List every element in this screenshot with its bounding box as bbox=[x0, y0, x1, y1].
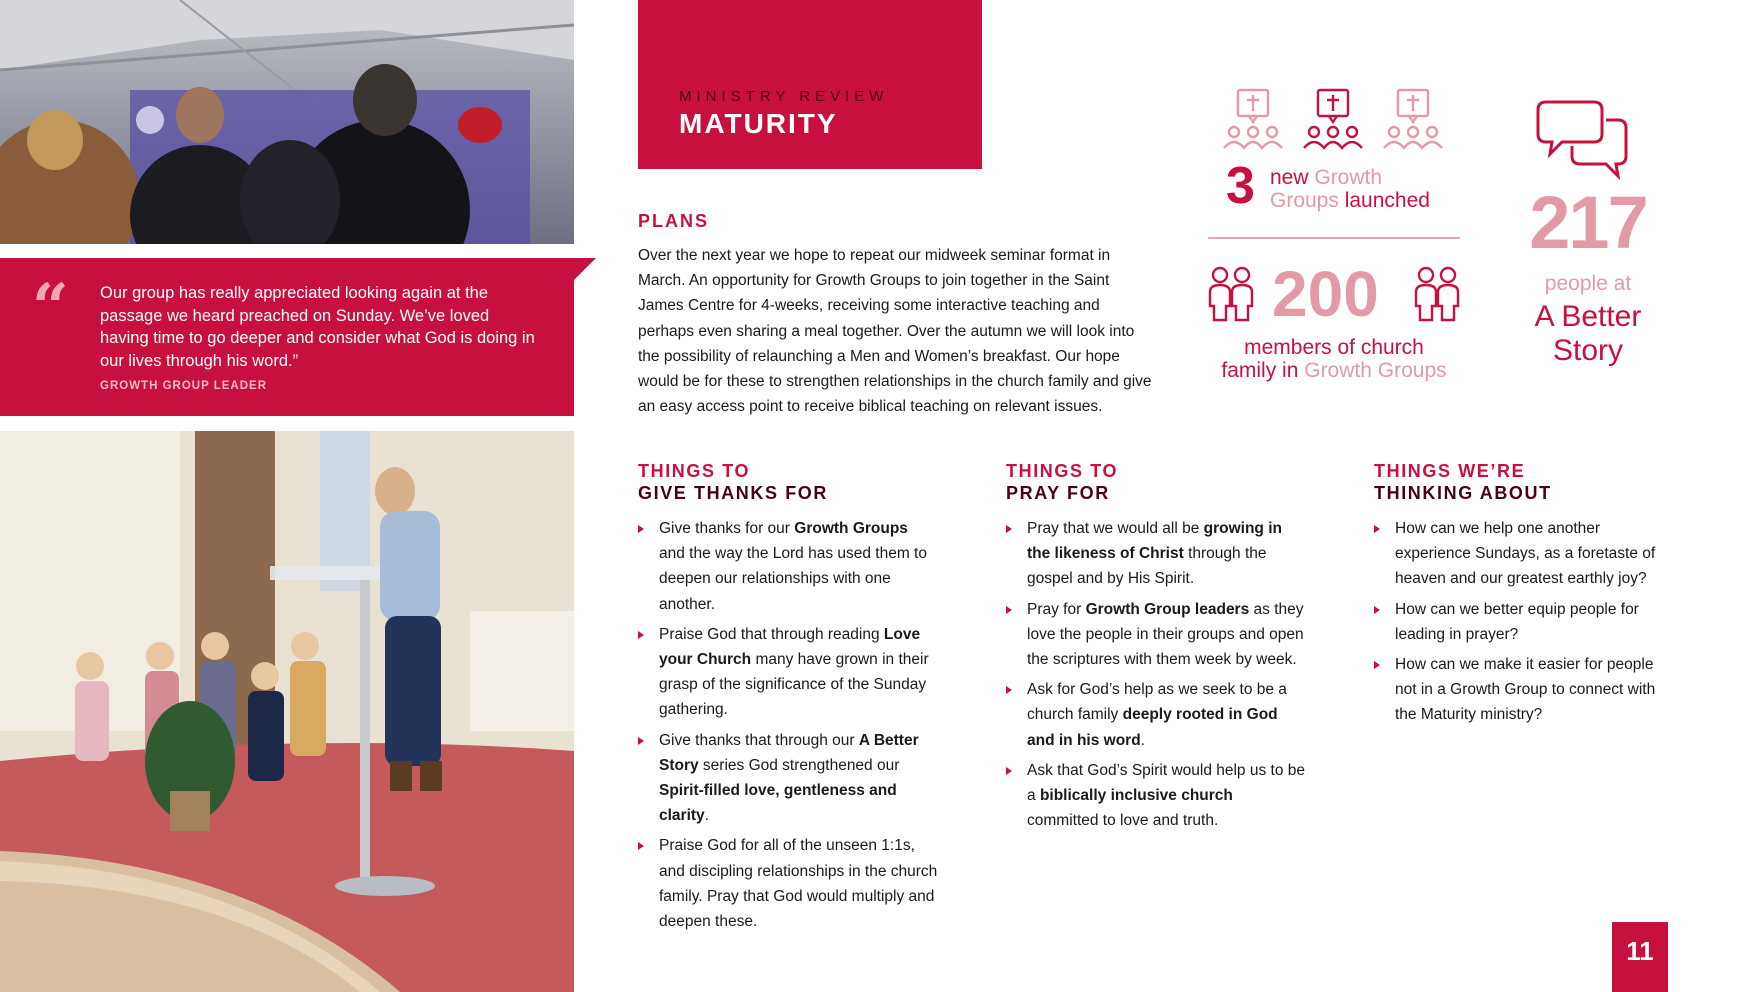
new-groups-label-part-2: launched bbox=[1338, 189, 1430, 212]
new-groups-label-highlight: Growth bbox=[1314, 166, 1383, 189]
quote-attribution: GROWTH GROUP LEADER bbox=[100, 380, 268, 392]
quote-mark: “ bbox=[32, 270, 69, 345]
column-thinking bbox=[1374, 460, 1674, 733]
quote-panel bbox=[0, 258, 574, 416]
new-groups-number: 3 bbox=[1226, 157, 1255, 215]
list-item-emphasis: deeply rooted in God and in his word bbox=[1027, 706, 1278, 749]
members-number: 200 bbox=[1272, 258, 1379, 330]
story-number: 217 bbox=[1529, 181, 1647, 264]
list-item-text: How can we help one another experience Sundays, as a foretaste of heaven and our greatest earthly joy? bbox=[1395, 520, 1656, 588]
list-item-text: How can we make it easier for people not in a Growth Group to connect with the Maturity ministry? bbox=[1395, 656, 1656, 724]
title-block bbox=[638, 0, 982, 169]
list-item-text: . bbox=[1140, 731, 1145, 749]
column-heading-line1: THINGS TO bbox=[1006, 461, 1119, 481]
pray-list bbox=[1006, 516, 1306, 833]
bullet-icon bbox=[1006, 525, 1012, 533]
list-item-text: series God strengthened our bbox=[698, 756, 900, 774]
group-icon-left bbox=[1224, 90, 1282, 148]
list-item-emphasis: Growth Group leaders bbox=[1085, 600, 1250, 618]
list-item-text: How can we better equip people for leading in prayer? bbox=[1395, 600, 1639, 643]
list-item-text: Praise God for all of the unseen 1:1s, and discipling relationships in the church family. Pray that God would multiply and deepen these. bbox=[659, 837, 938, 931]
bullet-icon bbox=[638, 842, 644, 850]
bullet-icon bbox=[1006, 686, 1012, 694]
list-item-emphasis: biblically inclusive church bbox=[1039, 787, 1233, 805]
list-item-text: . bbox=[704, 807, 709, 825]
plans-body: Over the next year we hope to repeat our midweek seminar format in March. An opportunity for Growth Groups to join together in the Saint James Centre for 4-weeks, receiving some interactive teaching and perhaps even sharing a meal together. Over the autumn we will look into the possibility of relaunching a Men and Women’s breakfast. Our hope would be for these to strengthen relationships in the church family and give an easy access point to receive biblical teaching on relevant issues. bbox=[638, 247, 1152, 416]
list-item-text: Praise God that through reading bbox=[659, 625, 884, 643]
growth-group-icons bbox=[1222, 86, 1448, 156]
list-item-text: Ask that God’s Spirit would help us to be a bbox=[1027, 761, 1306, 805]
bullet-icon bbox=[1374, 525, 1380, 533]
list-item-text: through the gospel and by His Spirit. bbox=[1027, 545, 1267, 588]
list-item bbox=[1006, 597, 1306, 673]
list-item bbox=[638, 516, 938, 617]
column-heading-line1: THINGS WE’RE bbox=[1374, 461, 1526, 481]
list-item-emphasis: growing in the likeness of Christ bbox=[1027, 520, 1282, 563]
list-item bbox=[1374, 516, 1674, 592]
bullet-icon bbox=[1374, 661, 1380, 669]
stats-divider bbox=[1208, 237, 1460, 239]
list-item bbox=[1006, 758, 1306, 834]
list-item-emphasis: Growth Groups bbox=[794, 520, 908, 537]
members-label-line1: members of church bbox=[1244, 336, 1424, 359]
list-item bbox=[638, 622, 938, 723]
list-item-text: as they love the people in their groups and open the scriptures with them week by week. bbox=[1027, 600, 1304, 669]
event-photo bbox=[0, 0, 574, 244]
people-icon bbox=[1414, 266, 1460, 322]
members-label bbox=[1200, 336, 1468, 382]
church-photo bbox=[0, 431, 574, 992]
people-icon bbox=[1208, 266, 1254, 322]
column-pray bbox=[1006, 460, 1306, 838]
quote-notch bbox=[574, 258, 596, 280]
thanks-list bbox=[638, 516, 938, 934]
list-item-text: many have grown in their grasp of the significance of the Sunday gathering. bbox=[659, 651, 929, 719]
column-heading-line2: PRAY FOR bbox=[1006, 483, 1110, 503]
list-item-text: and the way the Lord has used them to deepen our relationships with one another. bbox=[659, 545, 927, 613]
list-item-emphasis: A Better Story bbox=[659, 731, 919, 774]
list-item bbox=[638, 728, 938, 829]
column-heading-line2: THINKING ABOUT bbox=[1374, 483, 1552, 503]
list-item-text: Ask for God’s help as we seek to be a church family bbox=[1027, 681, 1287, 724]
bullet-icon bbox=[638, 737, 644, 745]
bullet-icon bbox=[1374, 606, 1380, 614]
new-groups-label-highlight-2: Groups bbox=[1270, 189, 1339, 212]
list-item bbox=[1006, 677, 1306, 753]
list-item-text: Pray that we would all be bbox=[1027, 520, 1204, 537]
list-item-text: committed to love and truth. bbox=[1027, 812, 1219, 830]
members-label-part: family in bbox=[1221, 359, 1305, 382]
page-number: 11 bbox=[1612, 922, 1668, 992]
list-item-emphasis: Love your Church bbox=[659, 625, 921, 669]
story-name: A Better Story bbox=[1534, 300, 1642, 367]
list-item-text: Pray for bbox=[1027, 600, 1086, 618]
list-item-emphasis: Spirit-filled love, gentleness and clarity bbox=[659, 782, 897, 825]
section-kicker: MINISTRY REVIEW bbox=[679, 88, 889, 105]
quote-text: Our group has really appreciated looking again at the passage we heard preached on Sunday. We’ve loved having time to go deeper and consider what God is doing in our lives through his word.” bbox=[100, 284, 535, 370]
bullet-icon bbox=[638, 631, 644, 639]
new-groups-label bbox=[1270, 166, 1430, 212]
thinking-list bbox=[1374, 516, 1674, 728]
list-item bbox=[638, 833, 938, 934]
list-item bbox=[1374, 597, 1674, 647]
page-title: MATURITY bbox=[679, 108, 838, 139]
story-subtitle: people at bbox=[1544, 272, 1632, 295]
bullet-icon bbox=[1006, 767, 1012, 775]
bullet-icon bbox=[638, 525, 644, 533]
column-heading-line1: THINGS TO bbox=[638, 461, 751, 481]
members-label-highlight: Growth Groups bbox=[1304, 359, 1447, 382]
list-item-text: Give thanks for our bbox=[659, 520, 795, 537]
speech-bubbles-icon bbox=[1536, 98, 1628, 180]
group-icon-right bbox=[1384, 90, 1442, 148]
group-icon-center bbox=[1304, 90, 1362, 148]
list-item bbox=[1374, 652, 1674, 728]
list-item-text: Give thanks that through our bbox=[659, 731, 859, 749]
list-item bbox=[1006, 516, 1306, 592]
column-heading-line2: GIVE THANKS FOR bbox=[638, 483, 829, 503]
plans-heading: PLANS bbox=[638, 211, 710, 231]
bullet-icon bbox=[1006, 606, 1012, 614]
column-thanks bbox=[638, 460, 938, 939]
new-groups-label-part: new bbox=[1270, 166, 1315, 189]
